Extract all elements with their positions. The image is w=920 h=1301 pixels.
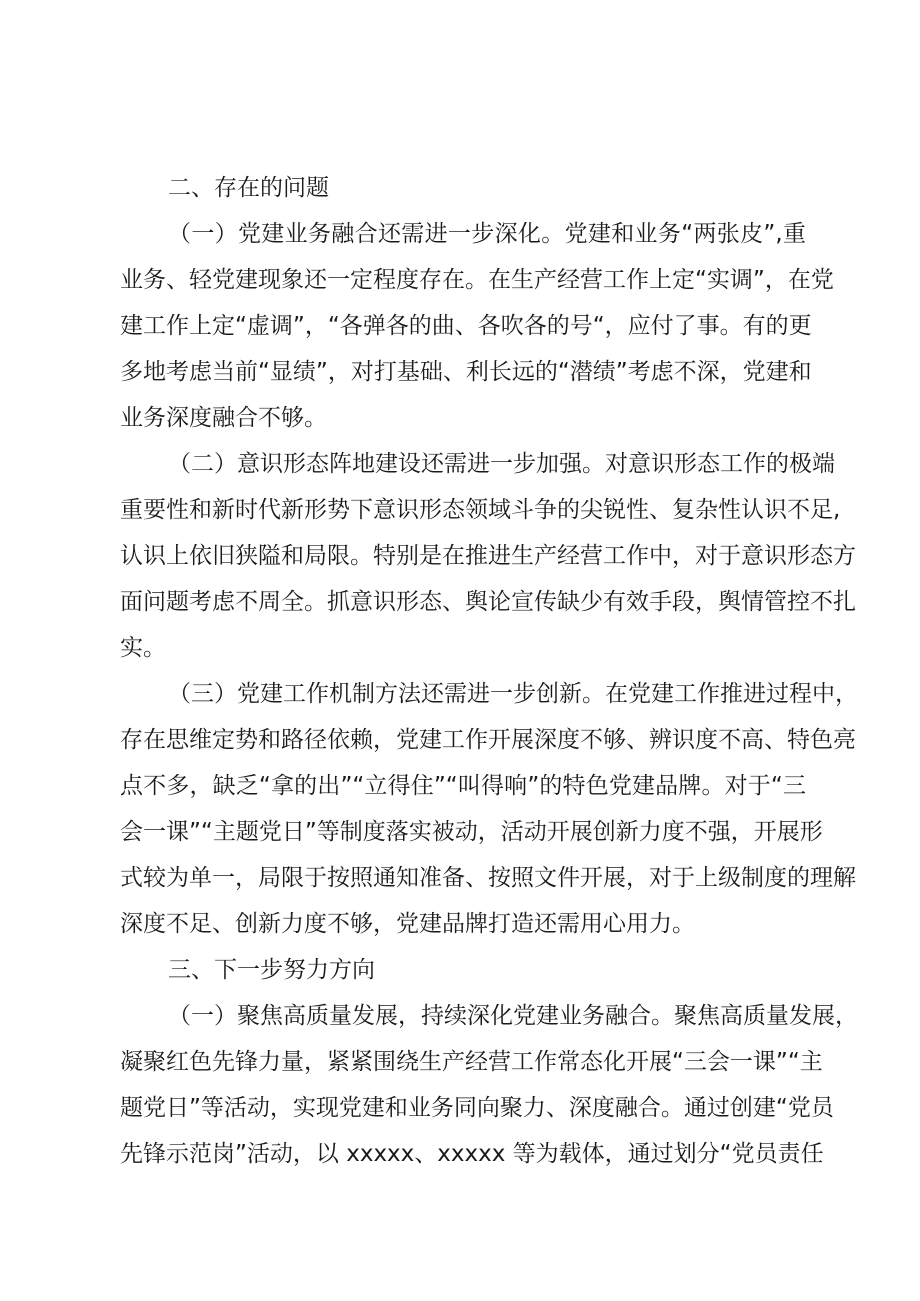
paragraph-line: 存在思维定势和路径依赖，党建工作开展深度不够、辨识度不高、特色亮 [120,727,856,753]
paragraph-line: 业务深度融合不够。 [120,405,327,431]
paragraph-line: 认识上依旧狭隘和局限。特别是在推进生产经营工作中，对于意识形态方 [120,543,856,569]
section-heading-problems: 二、存在的问题 [168,175,329,201]
paragraph-line: 凝聚红色先锋力量，紧紧围绕生产经营工作常态化开展“三会一课”“主 [120,1049,823,1075]
paragraph-line: （二）意识形态阵地建设还需进一步加强。对意识形态工作的极端 [168,451,835,477]
paragraph-line: 业务、轻党建现象还一定程度存在。在生产经营工作上定“实调”，在党 [120,267,834,293]
paragraph-line: 实。 [120,635,166,661]
paragraph-line: 点不多，缺乏“拿的出”“立得住”“叫得响”的特色党建品牌。对于“三 [120,773,806,799]
paragraph-line: 深度不足、创新力度不够，党建品牌打造还需用心用力。 [120,911,695,937]
paragraph-line: 会一课”“主题党日”等制度落实被动，活动开展创新力度不强，开展形 [120,819,823,845]
paragraph-line: 先锋示范岗”活动，以 xxxxx、xxxxx 等为载体，通过划分“党员责任 [120,1141,824,1167]
paragraph-line: 重要性和新时代新形势下意识形态领域斗争的尖锐性、复杂性认识不足, [120,497,841,523]
paragraph-line: （一）党建业务融合还需进一步深化。党建和业务“两张皮”,重 [168,221,806,247]
paragraph-line: 式较为单一，局限于按照通知准备、按照文件开展，对于上级制度的理解 [120,865,856,891]
paragraph-line: 建工作上定“虚调”，“各弹各的曲、各吹各的号“，应付了事。有的更 [120,313,812,339]
paragraph-line: 多地考虑当前“显绩”，对打基础、利长远的“潜绩”考虑不深，党建和 [120,359,812,385]
paragraph-line: 题党日”等活动，实现党建和业务同向聚力、深度融合。通过创建“党员 [120,1095,834,1121]
paragraph-line: 面问题考虑不周全。抓意识形态、舆论宣传缺少有效手段，舆情管控不扎 [120,589,856,615]
section-heading-next-steps: 三、下一步努力方向 [168,957,375,983]
paragraph-line: （三）党建工作机制方法还需进一步创新。在党建工作推进过程中， [168,681,858,707]
paragraph-line: （一）聚焦高质量发展，持续深化党建业务融合。聚焦高质量发展， [168,1003,858,1029]
